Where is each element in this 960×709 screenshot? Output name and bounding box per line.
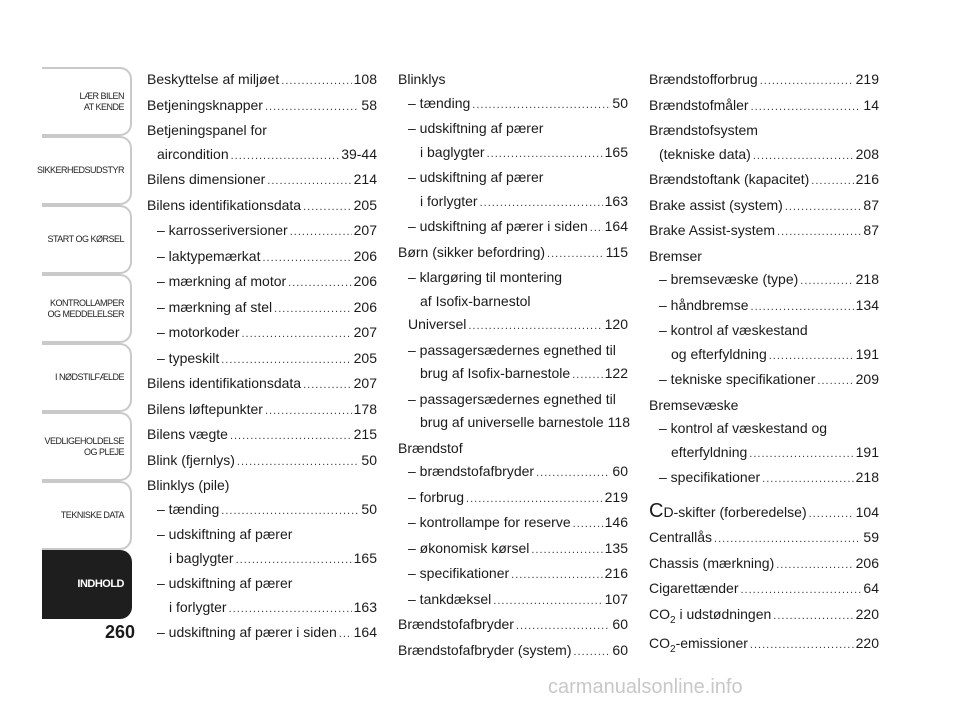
entry-text: (tekniske data) — [659, 145, 751, 162]
leader-dots — [574, 641, 611, 665]
leader-dots — [265, 96, 359, 120]
index-entry[interactable] — [398, 562, 628, 588]
leader-dots — [303, 196, 352, 220]
index-entry[interactable] — [398, 339, 628, 363]
entry-page: 120 — [604, 316, 628, 332]
leader-dots — [468, 315, 602, 339]
entry-text: Bilens vægte — [147, 426, 228, 442]
entry-text: – kontrol af væskestand og — [659, 420, 828, 436]
index-entry[interactable] — [398, 166, 628, 190]
leader-dots — [785, 196, 862, 220]
entry-page: 207 — [353, 375, 377, 391]
entry-text: aircondition — [157, 145, 229, 162]
tab-label: INDHOLD — [77, 578, 124, 590]
leader-dots — [777, 221, 861, 245]
entry-text: Brake assist (system) — [649, 196, 783, 213]
index-entry[interactable] — [398, 460, 628, 486]
index-entry[interactable] — [398, 639, 628, 665]
entry-text: – udskiftning af pærer — [157, 575, 293, 591]
entry-text: – specifikationer — [659, 469, 761, 485]
index-entry[interactable] — [649, 577, 879, 603]
index-entry[interactable] — [649, 94, 879, 120]
entry-page: 50 — [361, 451, 377, 468]
leader-dots — [741, 579, 862, 603]
leader-dots — [281, 70, 351, 94]
entry-page: 206 — [855, 554, 879, 571]
entry-text: – udskiftning af pærer — [408, 169, 544, 185]
leader-dots — [811, 170, 853, 194]
entry-text: i baglygter — [420, 143, 485, 160]
entry-text: Bremsevæske — [649, 396, 739, 413]
index-entry[interactable] — [398, 362, 628, 388]
entry-page: 206 — [353, 247, 377, 264]
index-column-2 — [398, 68, 628, 664]
tab-label: I NØDSTILFÆLDE — [54, 372, 124, 382]
entry-text: Brake Assist-system — [649, 222, 776, 238]
entry-page: 115 — [605, 243, 628, 260]
leader-dots — [531, 539, 602, 563]
index-entry[interactable] — [649, 441, 879, 467]
index-entry[interactable] — [649, 219, 879, 245]
index-entry[interactable] — [398, 388, 628, 412]
entry-text: Blink (fjernlys) — [147, 451, 235, 468]
entry-text: – udskiftning af pærer — [408, 120, 544, 136]
index-entry[interactable] — [398, 486, 628, 512]
index-entry[interactable] — [147, 596, 377, 622]
entry-page: 164 — [353, 624, 377, 640]
entry-page: 163 — [604, 192, 628, 209]
index-entry[interactable] — [147, 621, 377, 647]
leader-dots — [493, 590, 602, 614]
leader-dots — [573, 513, 603, 537]
leader-dots — [773, 605, 853, 629]
entry-page: 214 — [353, 171, 377, 187]
entry-page: 207 — [353, 222, 377, 238]
index-entry[interactable] — [147, 321, 377, 347]
index-entry[interactable] — [649, 168, 879, 194]
entry-page: 215 — [353, 426, 377, 442]
section-tabs — [36, 67, 132, 619]
entry-page: 14 — [863, 96, 879, 113]
index-entry[interactable] — [147, 245, 377, 271]
index-entry[interactable] — [147, 168, 377, 194]
leader-dots — [800, 270, 853, 294]
entry-page: 135 — [604, 539, 628, 556]
index-entry[interactable] — [649, 394, 879, 418]
leader-dots — [750, 634, 854, 658]
entry-page: 206 — [353, 273, 377, 289]
entry-page: 39-44 — [341, 145, 377, 162]
index-entry[interactable] — [398, 92, 628, 118]
index-entry[interactable] — [398, 613, 628, 639]
leader-dots — [290, 221, 352, 245]
entry-page: 205 — [353, 196, 377, 213]
leader-dots — [753, 145, 854, 169]
entry-text: Brændstofforbrug — [649, 71, 758, 87]
index-entry[interactable] — [147, 474, 377, 498]
leader-dots — [769, 345, 854, 369]
entry-page: 216 — [604, 565, 628, 581]
leader-dots — [288, 272, 351, 296]
entry-text: Centrallås — [649, 529, 713, 545]
index-entry[interactable] — [147, 572, 377, 596]
index-entry[interactable] — [398, 241, 628, 267]
index-entry[interactable] — [398, 437, 628, 461]
leader-dots — [776, 554, 853, 578]
leader-dots — [339, 623, 352, 647]
entry-text: brug af Isofix-barnestole — [420, 365, 571, 381]
leader-dots — [466, 488, 603, 512]
leader-dots — [241, 323, 351, 347]
entry-text: Brændstofsystem — [649, 122, 758, 138]
index-entry[interactable] — [649, 368, 879, 394]
entry-page: 50 — [361, 500, 377, 517]
entry-page: 60 — [612, 641, 628, 658]
tab-5[interactable] — [42, 343, 132, 412]
entry-page: 218 — [855, 469, 879, 485]
entry-text: – passagersædernes egnethed til — [408, 390, 616, 407]
index-entry[interactable] — [649, 500, 879, 527]
tab-6[interactable] — [42, 412, 132, 481]
index-entry[interactable] — [147, 219, 377, 245]
entry-page: 165 — [353, 549, 377, 566]
entry-page: 134 — [855, 296, 879, 313]
entry-page: 118 — [607, 414, 630, 430]
entry-page: 209 — [855, 371, 879, 387]
index-entry[interactable] — [649, 119, 879, 143]
entry-text: Beskyttelse af miljøet — [147, 71, 280, 87]
leader-dots — [511, 564, 602, 588]
entry-page: 220 — [855, 605, 879, 622]
entry-text: i baglygter — [169, 549, 234, 566]
entry-text: Brændstofmåler — [649, 96, 749, 113]
entry-text: Betjeningsknapper — [147, 96, 263, 113]
leader-dots — [262, 247, 351, 271]
entry-text: – økonomisk kørsel — [408, 539, 530, 556]
index-entry[interactable] — [147, 270, 377, 296]
leader-dots — [303, 374, 352, 398]
index-entry[interactable] — [147, 372, 377, 398]
index-entry[interactable] — [147, 68, 377, 94]
entry-page: 178 — [353, 400, 377, 417]
entry-text: og efterfyldning — [671, 345, 767, 362]
index-entry[interactable] — [649, 294, 879, 320]
index-entry[interactable] — [649, 245, 879, 269]
index-entry[interactable] — [649, 68, 879, 94]
leader-dots — [536, 462, 610, 486]
leader-dots — [590, 217, 603, 241]
leader-dots — [487, 143, 603, 167]
entry-text: efterfyldning — [671, 443, 748, 460]
index-entry[interactable] — [398, 511, 628, 537]
entry-text: CD-skifter (forberedelse) — [649, 499, 807, 522]
entry-page: 206 — [353, 298, 377, 315]
spacer — [649, 492, 879, 500]
tab-7[interactable] — [42, 481, 132, 550]
leader-dots — [229, 598, 352, 622]
entry-text: Blinklys — [398, 71, 446, 87]
tab-label: LÆR BILEN AT KENDE — [79, 90, 124, 112]
entry-text: – passagersædernes egnethed til — [408, 341, 616, 358]
tab-label: SIKKERHEDSUDSTYR — [36, 165, 124, 175]
entry-text: – udskiftning af pærer i siden — [157, 624, 337, 640]
leader-dots — [760, 70, 854, 94]
index-entry[interactable] — [398, 68, 628, 92]
index-column-3 — [649, 68, 879, 661]
entry-text: af Isofix-barnestol — [420, 292, 531, 309]
entry-text: Brændstof — [398, 439, 463, 456]
entry-text: Børn (sikker befordring) — [398, 243, 546, 260]
tab-8[interactable] — [42, 550, 132, 619]
index-entry[interactable] — [649, 417, 879, 441]
entry-text: Chassis (mærkning) — [649, 554, 775, 571]
leader-dots — [274, 298, 351, 322]
index-entry[interactable] — [147, 498, 377, 524]
index-entry[interactable] — [649, 319, 879, 343]
entry-page: 59 — [863, 529, 879, 545]
tab-3[interactable] — [42, 205, 132, 274]
entry-text: Universel — [408, 316, 467, 332]
leader-dots — [817, 370, 853, 394]
entry-page: 87 — [863, 222, 879, 238]
index-entry[interactable] — [147, 423, 377, 449]
entry-page: 191 — [855, 443, 879, 460]
entry-text: $CO_2$-emissioner — [649, 634, 748, 655]
entry-text: Bremser — [649, 247, 702, 264]
entry-page: 164 — [604, 218, 628, 234]
entry-text: – karrosseriversioner — [157, 222, 288, 238]
entry-text: – udskiftning af pærer — [157, 526, 293, 542]
entry-page: 50 — [612, 94, 628, 111]
entry-page: 104 — [855, 503, 879, 520]
entry-text: – udskiftning af pærer i siden — [408, 218, 588, 234]
entry-page: 205 — [353, 349, 377, 366]
entry-text: – kontrollampe for reserve — [408, 514, 571, 530]
entry-page: 219 — [855, 71, 879, 87]
entry-page: 219 — [604, 488, 628, 505]
index-entry[interactable] — [147, 119, 377, 143]
index-column-1 — [147, 68, 377, 647]
entry-text: Brændstofafbryder — [398, 616, 514, 632]
leader-dots — [472, 94, 610, 118]
entry-page: 191 — [855, 345, 879, 362]
index-entry[interactable] — [398, 141, 628, 167]
index-entry[interactable] — [649, 603, 879, 632]
leader-dots — [572, 364, 602, 388]
entry-text: – motorkoder — [157, 324, 240, 340]
index-entry[interactable] — [398, 190, 628, 216]
entry-text: Bilens identifikationsdata — [147, 375, 302, 391]
entry-page: 207 — [353, 324, 377, 340]
entry-text: – specifikationer — [408, 565, 510, 581]
entry-text: Bilens dimensioner — [147, 171, 266, 187]
leader-dots — [762, 468, 853, 492]
entry-text: – håndbremse — [659, 296, 749, 313]
leader-dots — [267, 170, 351, 194]
entry-text: – kontrol af væskestand — [659, 322, 808, 338]
entry-text: – tankdæksel — [408, 590, 492, 607]
entry-page: 58 — [361, 96, 377, 113]
entry-text: – klargøring til montering — [408, 269, 563, 285]
leader-dots — [547, 243, 604, 267]
leader-dots — [751, 96, 862, 120]
tab-2[interactable] — [36, 136, 132, 205]
entry-page: 107 — [604, 590, 628, 607]
index-entry[interactable] — [649, 552, 879, 578]
entry-page: 163 — [353, 598, 377, 615]
index-entry[interactable] — [398, 313, 628, 339]
entry-page: 87 — [863, 196, 879, 213]
entry-text: – mærkning af stel — [157, 298, 273, 315]
leader-dots — [751, 296, 854, 320]
entry-page: 165 — [604, 143, 628, 160]
page-number: 260 — [104, 622, 136, 642]
entry-text: i forlygter — [169, 598, 227, 615]
index-entry[interactable] — [649, 268, 879, 294]
leader-dots — [237, 451, 360, 475]
leader-dots — [809, 503, 854, 527]
entry-page: 216 — [855, 171, 879, 187]
entry-text: $CO_2$ i udstødningen — [649, 605, 772, 626]
entry-text: Cigarettænder — [649, 580, 739, 596]
entry-text: Brændstofafbryder (system) — [398, 641, 572, 658]
index-entry[interactable] — [398, 215, 628, 241]
entry-page: 122 — [604, 365, 628, 381]
index-entry[interactable] — [649, 194, 879, 220]
watermark: carmanualsonline.info — [548, 676, 743, 698]
entry-text: – mærkning af motor — [157, 273, 287, 289]
index-entry[interactable] — [649, 343, 879, 369]
index-entry[interactable] — [398, 290, 628, 314]
leader-dots — [236, 549, 352, 573]
entry-text: – forbrug — [408, 488, 465, 505]
entry-page: 146 — [604, 514, 628, 530]
tab-label: START OG KØRSEL — [47, 234, 124, 244]
leader-dots — [231, 145, 340, 169]
leader-dots — [265, 400, 352, 424]
index-entry[interactable] — [147, 398, 377, 424]
entry-text: – tekniske specifikationer — [659, 371, 816, 387]
index-entry[interactable] — [147, 347, 377, 373]
index-entry[interactable] — [147, 94, 377, 120]
entry-text: – tænding — [408, 94, 471, 111]
entry-text: – bremsevæske (type) — [659, 271, 799, 287]
entry-text: Blinklys (pile) — [147, 477, 230, 493]
entry-page: 60 — [612, 463, 628, 479]
index-entry[interactable] — [649, 466, 879, 492]
index-entry[interactable] — [147, 523, 377, 547]
index-entry[interactable] — [649, 632, 879, 661]
index-entry[interactable] — [398, 411, 628, 437]
entry-page: 218 — [855, 271, 879, 287]
entry-text: – laktypemærkat — [157, 247, 261, 264]
leader-dots — [221, 349, 351, 373]
entry-page: 64 — [863, 580, 879, 596]
index-entry[interactable] — [649, 526, 879, 552]
tab-1[interactable] — [42, 67, 132, 136]
entry-text: Bilens identifikationsdata — [147, 196, 302, 213]
index-entry[interactable] — [147, 296, 377, 322]
tab-label: TEKNISKE DATA — [60, 510, 124, 520]
entry-text: – brændstofafbryder — [408, 463, 535, 479]
tab-label: KONTROLLAMPER OG MEDDELELSER — [47, 297, 124, 319]
entry-text: – typeskilt — [157, 349, 220, 366]
leader-dots — [221, 500, 359, 524]
entry-page: 208 — [855, 145, 879, 162]
leader-dots — [516, 615, 610, 639]
leader-dots — [230, 425, 352, 449]
index-entry[interactable] — [398, 588, 628, 614]
leader-dots — [749, 443, 853, 467]
entry-text: i forlygter — [420, 192, 478, 209]
index-entry[interactable] — [147, 143, 377, 169]
tab-4[interactable] — [42, 274, 132, 343]
index-entry[interactable] — [398, 266, 628, 290]
entry-page: 60 — [612, 616, 628, 632]
entry-page: 108 — [353, 71, 377, 87]
index-entry[interactable] — [147, 194, 377, 220]
entry-text: Betjeningspanel for — [147, 122, 267, 138]
leader-dots — [480, 192, 603, 216]
tab-label: VEDLIGEHOLDELSE OG PLEJE — [44, 435, 124, 457]
index-entry[interactable] — [147, 547, 377, 573]
leader-dots — [714, 528, 861, 552]
entry-text: Brændstoftank (kapacitet) — [649, 171, 810, 187]
entry-text: brug af universelle barnestole — [420, 414, 604, 430]
entry-text: Bilens løftepunkter — [147, 400, 263, 417]
index-entry[interactable] — [147, 449, 377, 475]
index-entry[interactable] — [398, 117, 628, 141]
entry-page: 220 — [855, 634, 879, 651]
index-entry[interactable] — [649, 143, 879, 169]
entry-text: – tænding — [157, 500, 220, 517]
index-entry[interactable] — [398, 537, 628, 563]
